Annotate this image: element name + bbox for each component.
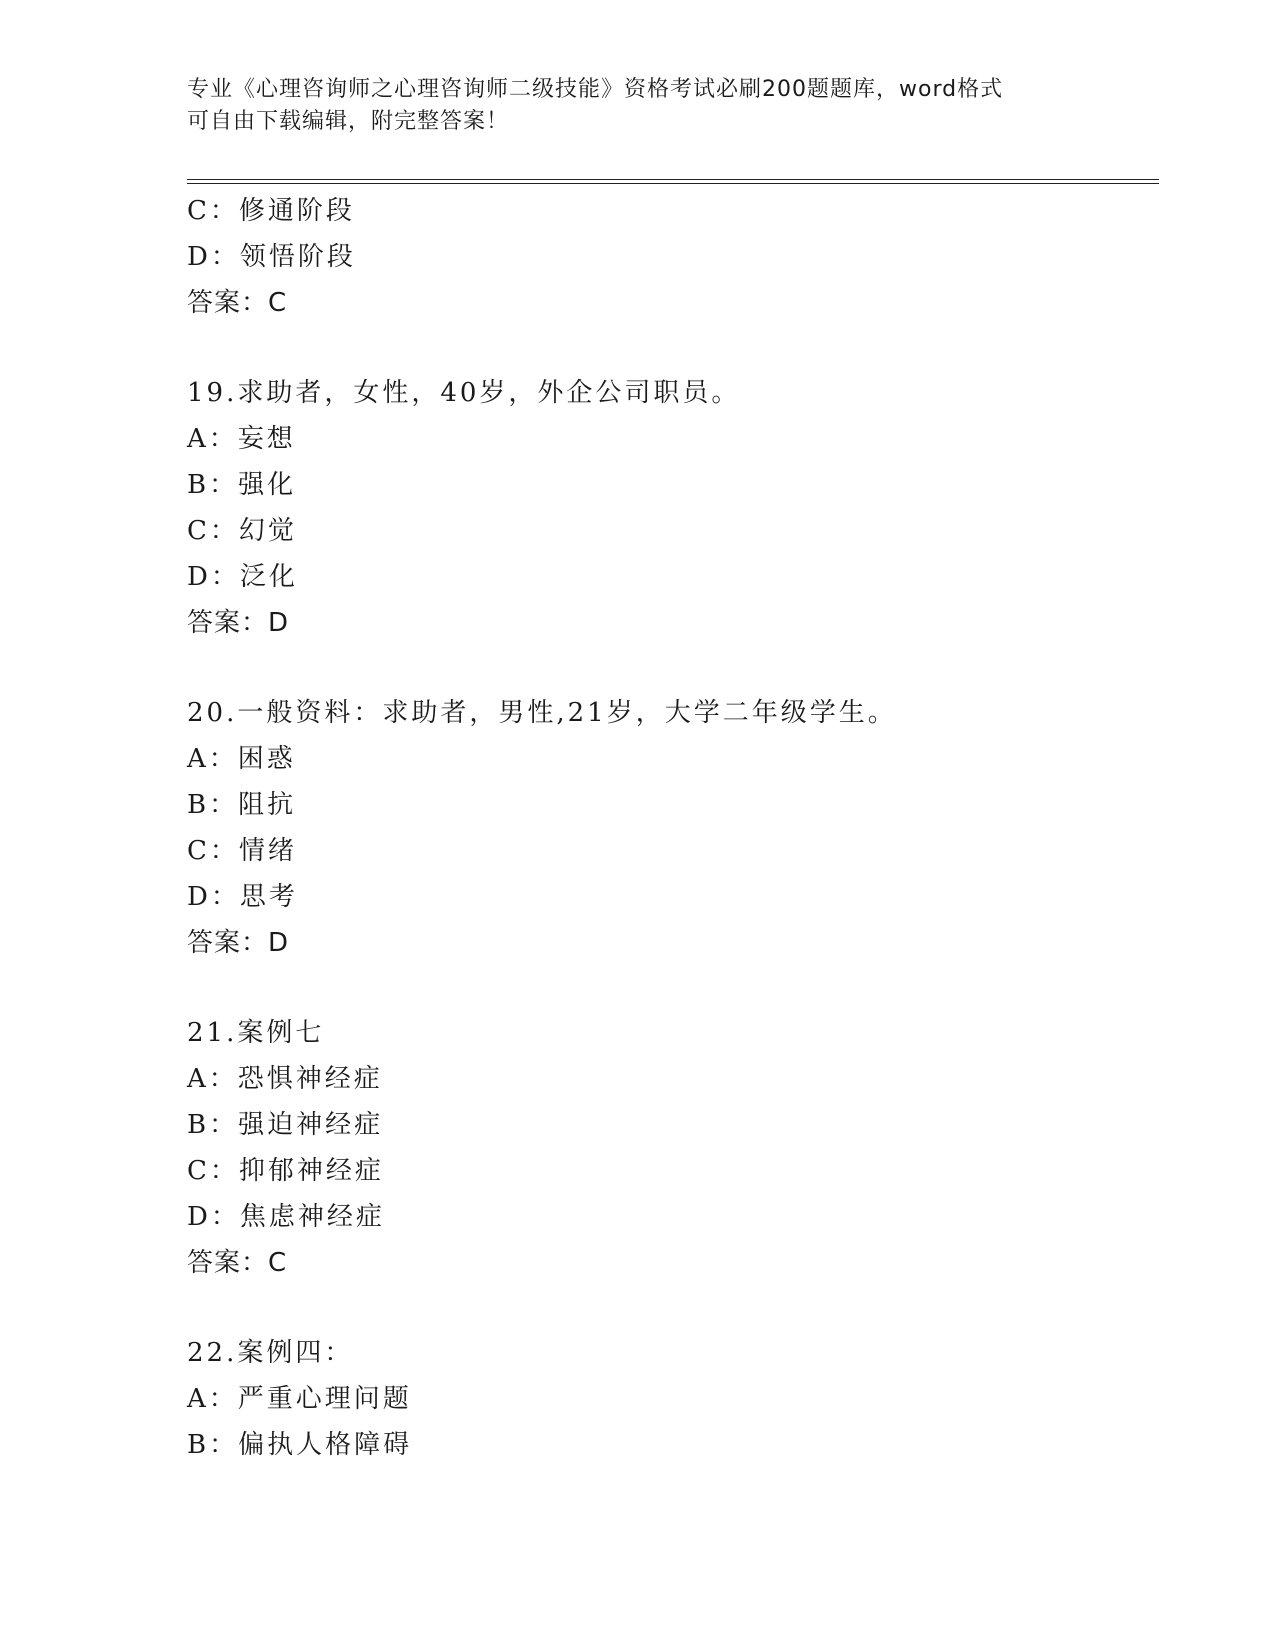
option-a: A：恐惧神经症 bbox=[187, 1064, 383, 1094]
option-c: C：情绪 bbox=[187, 836, 297, 866]
option-b: B：强迫神经症 bbox=[187, 1110, 384, 1140]
header-line-1: 专业《心理咨询师之心理咨询师二级技能》资格考试必刷200题题库，word格式 bbox=[187, 77, 1004, 102]
option-b: B：阻抗 bbox=[187, 790, 297, 820]
answer-line: 答案：D bbox=[187, 928, 290, 958]
option-d: D：焦虑神经症 bbox=[187, 1202, 385, 1232]
option-b: B：强化 bbox=[187, 470, 297, 500]
question-block-19 bbox=[187, 370, 1159, 646]
answer-line: 答案：C bbox=[187, 1248, 288, 1278]
question-stem: 20.一般资料：求助者，男性,21岁，大学二年级学生。 bbox=[187, 698, 897, 728]
option-c: C：幻觉 bbox=[187, 516, 297, 546]
question-stem: 21.案例七 bbox=[187, 1018, 325, 1048]
document-header bbox=[187, 74, 1087, 138]
header-line-2: 可自由下载编辑，附完整答案！ bbox=[187, 109, 510, 134]
question-block-partial bbox=[187, 188, 1159, 326]
option-c: C：抑郁神经症 bbox=[187, 1156, 384, 1186]
question-block-22 bbox=[187, 1330, 1159, 1468]
option-d: D：思考 bbox=[187, 882, 298, 912]
option-d: D：领悟阶段 bbox=[187, 242, 356, 272]
answer-line: 答案：C bbox=[187, 288, 288, 318]
option-c: C：修通阶段 bbox=[187, 196, 355, 226]
question-list bbox=[187, 188, 1159, 1468]
question-block-21 bbox=[187, 1010, 1159, 1286]
option-b: B：偏执人格障碍 bbox=[187, 1430, 413, 1460]
option-a: A：困惑 bbox=[187, 744, 296, 774]
option-a: A：严重心理问题 bbox=[187, 1384, 412, 1414]
question-block-20 bbox=[187, 690, 1159, 966]
option-d: D：泛化 bbox=[187, 562, 298, 592]
header-divider-bottom bbox=[187, 183, 1159, 184]
option-a: A：妄想 bbox=[187, 424, 296, 454]
question-stem: 22.案例四： bbox=[187, 1338, 354, 1368]
header-divider-top bbox=[187, 179, 1159, 180]
answer-line: 答案：D bbox=[187, 608, 290, 638]
question-stem: 19.求助者，女性，40岁，外企公司职员。 bbox=[187, 378, 741, 408]
